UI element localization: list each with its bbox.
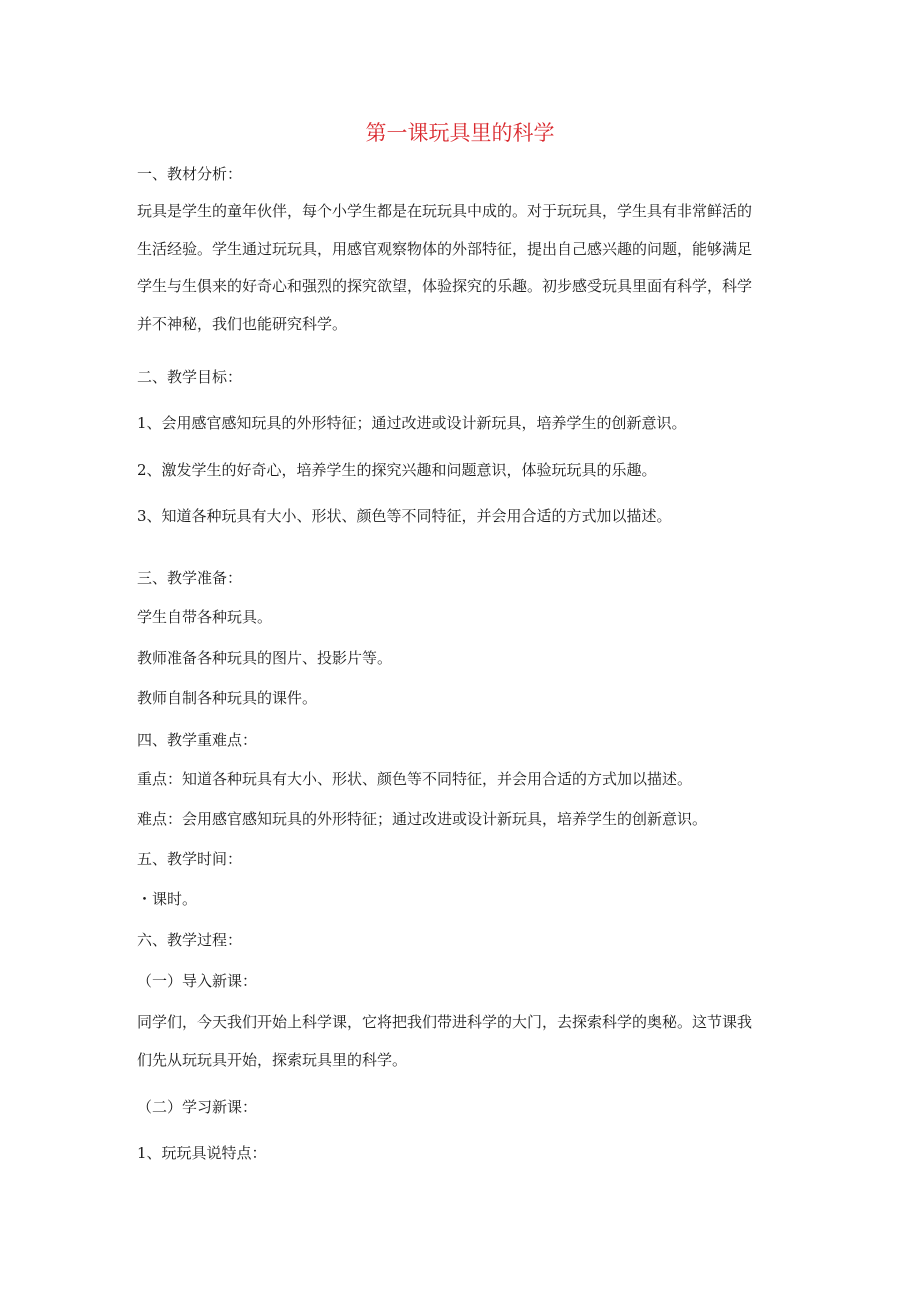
section-heading-time: 五、教学时间： bbox=[137, 850, 243, 868]
teaching-time-value: ・课时。 bbox=[137, 890, 198, 908]
difficult-point: 难点：会用感官感知玩具的外形特征；通过改进或设计新玩具，培养学生的创新意识。 bbox=[137, 810, 708, 828]
preparation-item: 学生自带各种玩具。 bbox=[137, 608, 273, 626]
goal-item: 2、激发学生的好奇心，培养学生的探究兴趣和问题意识，体验玩玩具的乐趣。 bbox=[137, 461, 657, 479]
intro-paragraph bbox=[137, 1004, 787, 1079]
key-point: 重点：知道各种玩具有大小、形状、颜色等不同特征，并会用合适的方式加以描述。 bbox=[137, 770, 693, 788]
analysis-line: 学生与生俱来的好奇心和强烈的探究欲望，体验探究的乐趣。初步感受玩具里面有科学，科学 bbox=[137, 277, 753, 295]
step-heading: 1、玩玩具说特点： bbox=[137, 1144, 267, 1162]
preparation-item: 教师自制各种玩具的课件。 bbox=[137, 689, 318, 707]
analysis-line: 并不神秘，我们也能研究科学。 bbox=[137, 314, 348, 333]
section-heading-process: 六、教学过程： bbox=[137, 931, 243, 949]
analysis-line: 生活经验。学生通过玩玩具，用感官观察物体的外部特征，提出自己感兴趣的问题，能够满足 bbox=[137, 239, 753, 258]
section-heading-key-points: 四、教学重难点： bbox=[137, 731, 258, 749]
section-heading-goals: 二、教学目标： bbox=[137, 368, 243, 386]
goal-item: 3、知道各种玩具有大小、形状、颜色等不同特征，并会用合适的方式加以描述。 bbox=[137, 507, 672, 525]
analysis-paragraph bbox=[137, 193, 787, 343]
preparation-item: 教师准备各种玩具的图片、投影片等。 bbox=[137, 649, 393, 667]
analysis-line: 玩具是学生的童年伙伴，每个小学生都是在玩玩具中成的。对于玩玩具，学生具有非常鲜活的 bbox=[137, 202, 753, 220]
section-heading-analysis: 一、教材分析： bbox=[137, 165, 243, 183]
subsection-heading-intro: （一）导入新课： bbox=[137, 972, 258, 990]
subsection-heading-new-lesson: （二）学习新课： bbox=[137, 1098, 258, 1116]
document-title: 第一课玩具里的科学 bbox=[365, 121, 555, 145]
intro-line: 同学们，今天我们开始上科学课，它将把我们带进科学的大门，去探索科学的奥秘。这节课我 bbox=[137, 1013, 753, 1031]
goal-item: 1、会用感官感知玩具的外形特征；通过改进或设计新玩具，培养学生的创新意识。 bbox=[137, 414, 687, 432]
section-heading-preparation: 三、教学准备： bbox=[137, 569, 243, 587]
intro-line: 们先从玩玩具开始，探索玩具里的科学。 bbox=[137, 1050, 408, 1069]
